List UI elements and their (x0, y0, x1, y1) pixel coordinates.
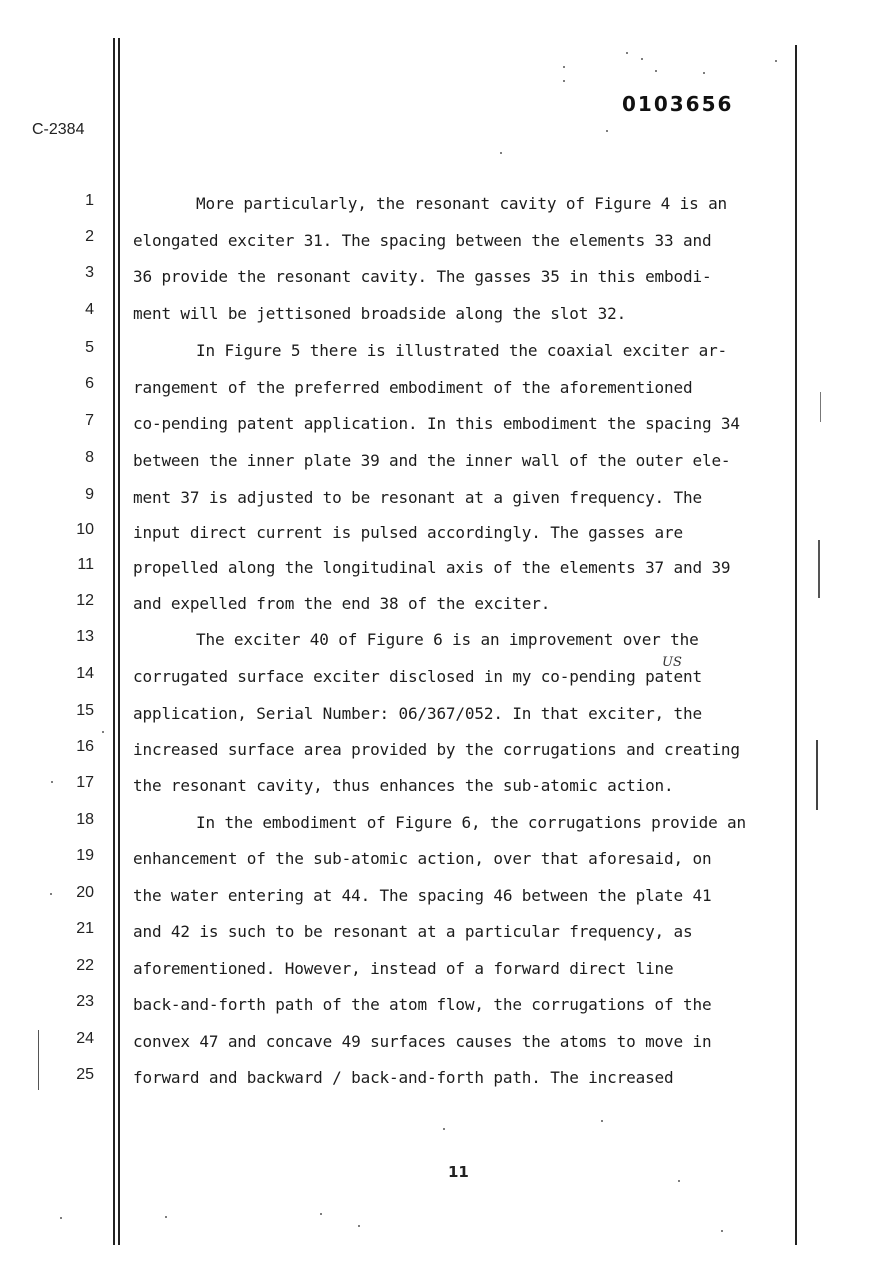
margin-tick (816, 740, 818, 810)
text-line: rangement of the preferred embodiment of the aforementioned (133, 378, 693, 397)
margin-tick (38, 1030, 39, 1090)
scan-speck (50, 893, 52, 895)
text-line: and 42 is such to be resonant at a particular frequency, as (133, 922, 693, 941)
scan-speck (606, 130, 608, 132)
text-line: between the inner plate 39 and the inner wall of the outer ele- (133, 451, 731, 470)
scan-speck (51, 781, 53, 783)
line-number: 7 (85, 412, 94, 429)
line-number: 14 (76, 665, 94, 682)
scan-speck (500, 152, 502, 154)
text-line: the resonant cavity, thus enhances the sub-atomic action. (133, 776, 674, 795)
text-line: the water entering at 44. The spacing 46 between the plate 41 (133, 886, 712, 905)
page-number: 11 (448, 1163, 469, 1181)
line-number: 24 (76, 1030, 94, 1047)
line-number: 21 (76, 920, 94, 937)
case-reference: C-2384 (32, 121, 85, 138)
scan-speck (703, 72, 705, 74)
scan-speck (641, 58, 643, 60)
scan-speck (601, 1120, 603, 1122)
text-line: input direct current is pulsed accordingly. The gasses are (133, 523, 684, 542)
scan-speck (165, 1216, 167, 1218)
line-number: 11 (77, 556, 94, 573)
text-line: elongated exciter 31. The spacing between the elements 33 and (133, 231, 712, 250)
line-number: 8 (85, 449, 94, 466)
text-line: forward and backward / back-and-forth path. The increased (133, 1068, 674, 1087)
scan-speck (358, 1225, 360, 1227)
scan-speck (626, 52, 628, 54)
text-line: and expelled from the end 38 of the exciter. (133, 594, 551, 613)
margin-tick (820, 392, 821, 422)
scan-speck (60, 1217, 62, 1219)
scan-speck (775, 60, 777, 62)
text-line: In the embodiment of Figure 6, the corrugations provide an (196, 813, 747, 832)
scan-speck (320, 1213, 322, 1215)
handwritten-insertion-note: US (662, 655, 682, 670)
line-number: 4 (85, 301, 94, 318)
line-number: 20 (76, 884, 94, 901)
scan-speck (655, 70, 657, 72)
line-number: 2 (85, 228, 94, 245)
line-number: 23 (76, 993, 94, 1010)
text-line: ment will be jettisoned broadside along the slot 32. (133, 304, 627, 323)
text-line: co-pending patent application. In this embodiment the spacing 34 (133, 414, 740, 433)
scan-speck (443, 1128, 445, 1130)
text-line: application, Serial Number: 06/367/052. In that exciter, the (133, 704, 702, 723)
scan-speck (563, 80, 565, 82)
text-line: increased surface area provided by the corrugations and creating (133, 740, 740, 759)
line-number: 6 (85, 375, 94, 392)
line-number: 5 (85, 339, 94, 356)
line-number: 19 (76, 847, 94, 864)
left-margin-rule-inner (118, 38, 120, 1245)
line-number: 22 (76, 957, 94, 974)
line-number: 25 (76, 1066, 94, 1083)
scan-speck (563, 66, 565, 68)
text-line: corrugated surface exciter disclosed in my co-pending patent (133, 667, 702, 686)
text-line: propelled along the longitudinal axis of the elements 37 and 39 (133, 558, 731, 577)
text-line: back-and-forth path of the atom flow, the corrugations of the (133, 995, 712, 1014)
text-line: enhancement of the sub-atomic action, over that aforesaid, on (133, 849, 712, 868)
scan-speck (678, 1180, 680, 1182)
left-margin-rule-outer (113, 38, 115, 1245)
line-number: 12 (76, 592, 94, 609)
line-number: 16 (76, 738, 94, 755)
line-number: 3 (85, 264, 94, 281)
document-number: 0103656 (622, 92, 734, 116)
right-margin-rule (795, 45, 797, 1245)
text-line: The exciter 40 of Figure 6 is an improvement over the (196, 630, 699, 649)
text-line: aforementioned. However, instead of a forward direct line (133, 959, 674, 978)
line-number: 13 (76, 628, 94, 645)
line-number: 17 (76, 774, 94, 791)
scan-speck (721, 1230, 723, 1232)
line-number: 15 (76, 702, 94, 719)
line-number: 1 (85, 192, 94, 209)
margin-tick (818, 540, 820, 598)
line-number: 18 (76, 811, 94, 828)
text-line: convex 47 and concave 49 surfaces causes the atoms to move in (133, 1032, 712, 1051)
text-line: ment 37 is adjusted to be resonant at a given frequency. The (133, 488, 702, 507)
scan-speck (102, 731, 104, 733)
text-line: 36 provide the resonant cavity. The gasses 35 in this embodi- (133, 267, 712, 286)
line-number: 9 (85, 486, 94, 503)
text-line: In Figure 5 there is illustrated the coaxial exciter ar- (196, 341, 728, 360)
text-line: More particularly, the resonant cavity of Figure 4 is an (196, 194, 728, 213)
line-number: 10 (76, 521, 94, 538)
